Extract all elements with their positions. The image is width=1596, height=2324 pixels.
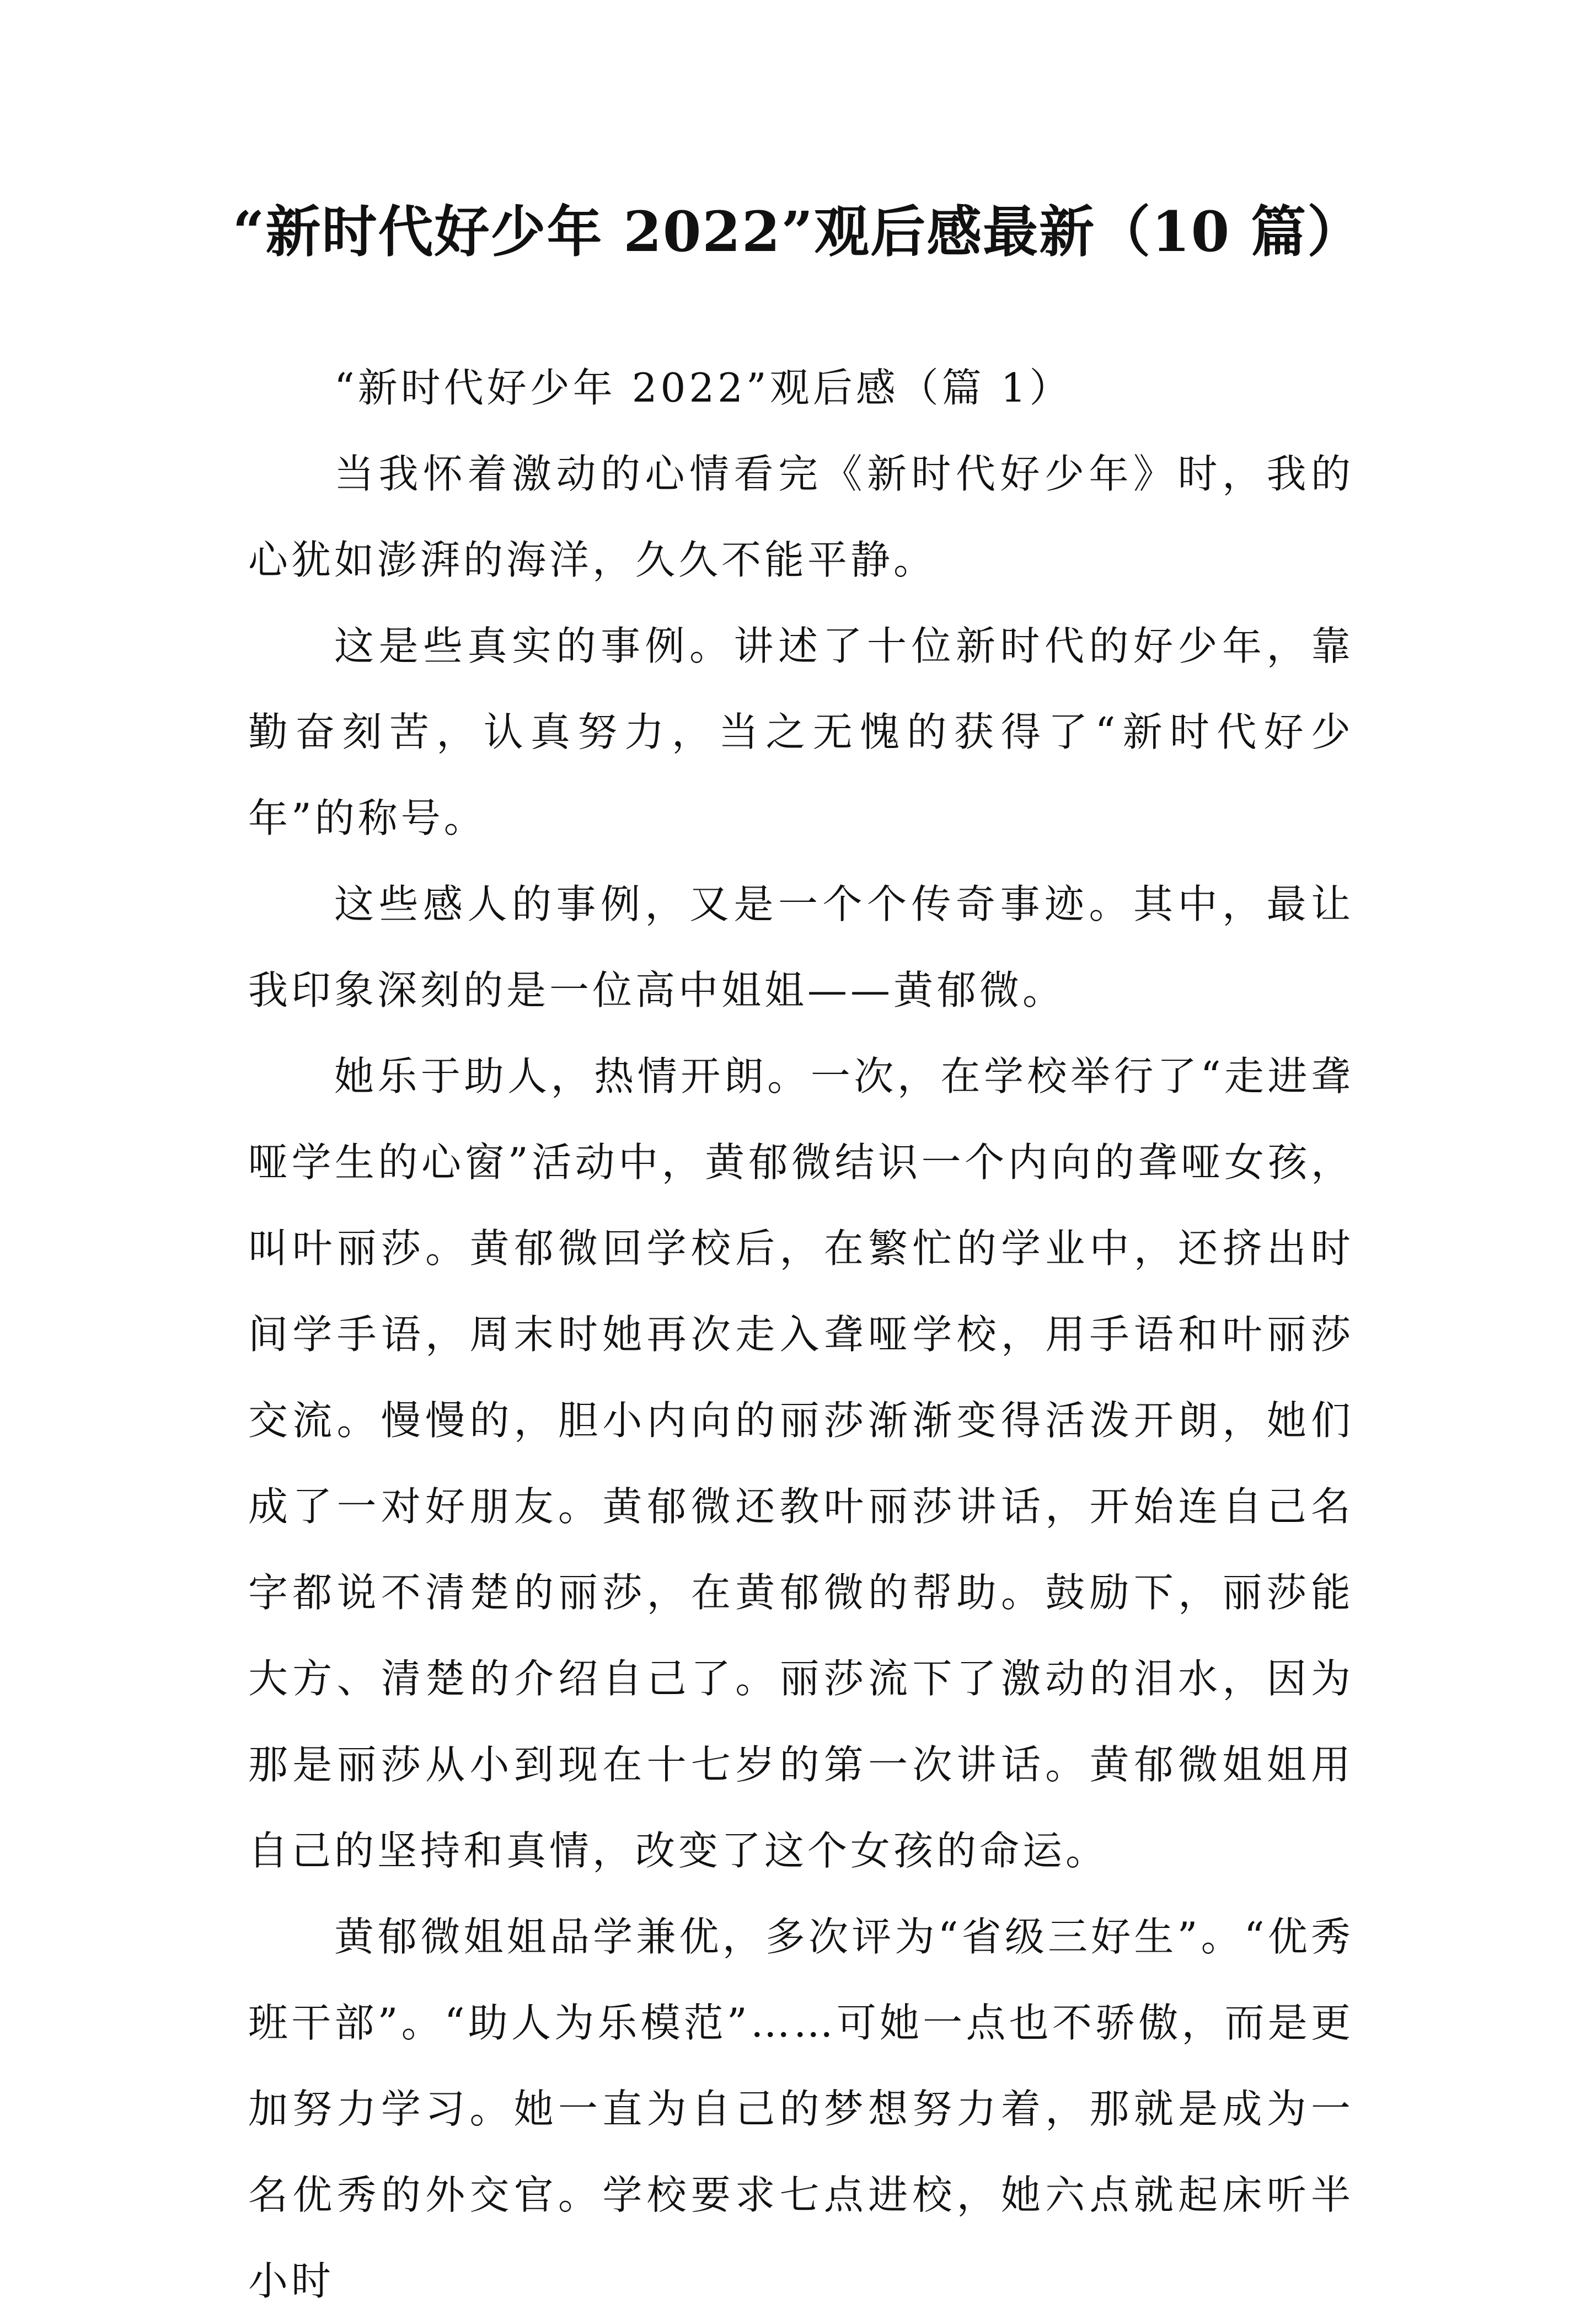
document-body xyxy=(248,345,1354,2324)
section-heading: “新时代好少年 2022”观后感（篇 1） xyxy=(334,365,1073,411)
paragraph: 当我怀着激动的心情看完《新时代好少年》时，我的心犹如澎湃的海洋，久久不能平静。 xyxy=(248,451,1354,583)
paragraph: 这是些真实的事例。讲述了十位新时代的好少年，靠勤奋刻苦，认真努力，当之无愧的获得了“新时代好少年”的称号。 xyxy=(248,623,1354,841)
paragraph: 黄郁微姐姐品学兼优，多次评为“省级三好生”。“优秀班干部”。“助人为乐模范”……可她一点也不骄傲，而是更加努力学习。她一直为自己的梦想努力着，那就是成为一名优秀的外交官。学校要求七点进校，她六点就起床听半小时 xyxy=(248,1914,1354,2304)
paragraph: 她乐于助人，热情开朗。一次，在学校举行了“走进聋哑学生的心窗”活动中，黄郁微结识一个内向的聋哑女孩，叫叶丽莎。黄郁微回学校后，在繁忙的学业中，还挤出时间学手语，周末时她再次走入聋哑学校，用手语和叶丽莎交流。慢慢的，胆小内向的丽莎渐渐变得活泼开朗，她们成了一对好朋友。黄郁微还教叶丽莎讲话，开始连自己名字都说不清楚的丽莎，在黄郁微的帮助。鼓励下，丽莎能大方、清楚的介绍自己了。丽莎流下了激动的泪水，因为那是丽莎从小到现在十七岁的第一次讲话。黄郁微姐姐用自己的坚持和真情，改变了这个女孩的命运。 xyxy=(248,1053,1354,1874)
paragraph: 这些感人的事例，又是一个个传奇事迹。其中，最让我印象深刻的是一位高中姐姐——黄郁微。 xyxy=(248,881,1354,1013)
document-title: “新时代好少年 2022”观后感最新（10 篇） xyxy=(232,199,1364,264)
